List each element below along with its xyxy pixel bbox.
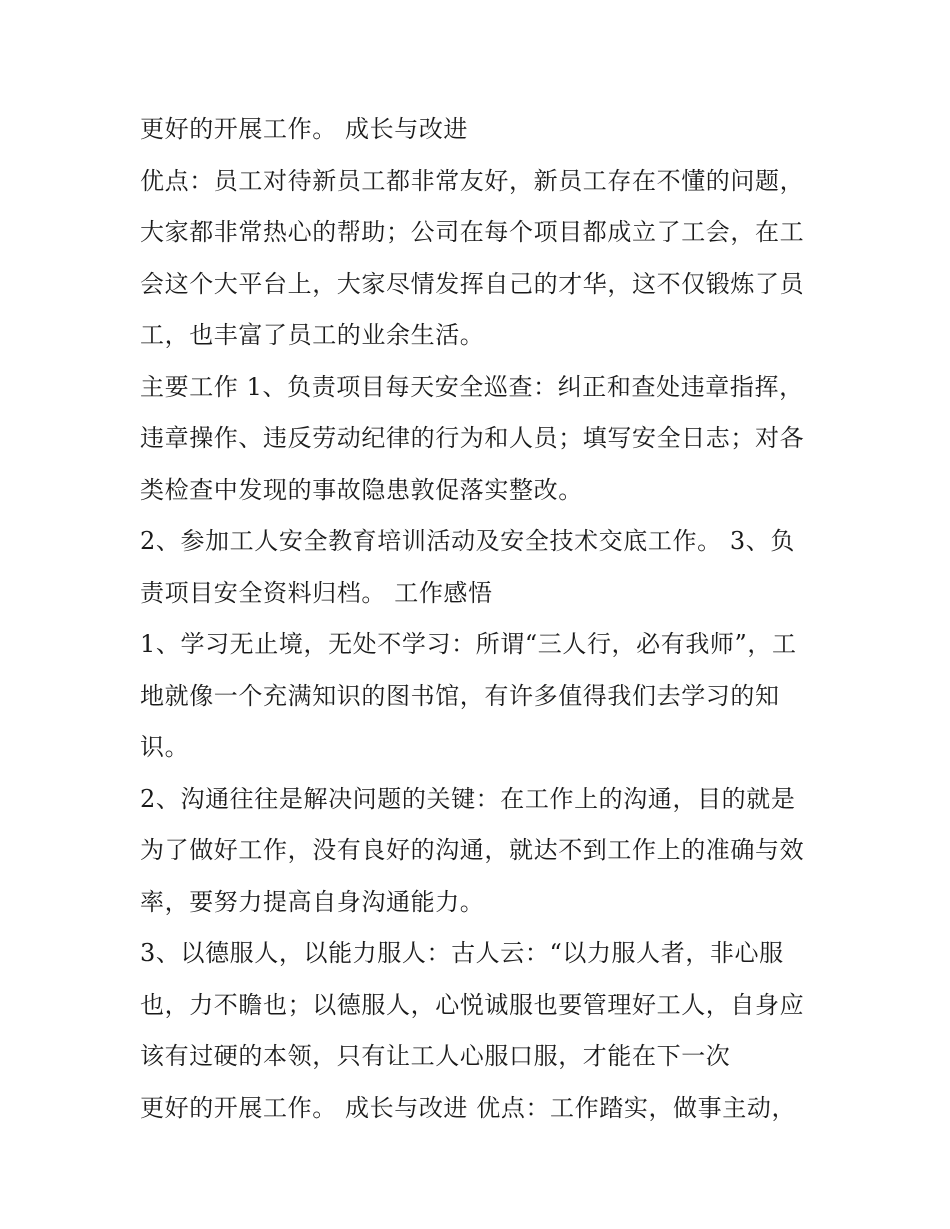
text-line: 大家都非常热心的帮助；公司在每个项目都成立了工会，在工 [140, 218, 805, 246]
text-line: 责项目安全资料归档。 工作感悟 [140, 578, 493, 607]
text-line: 更好的开展工作。 成长与改进 [140, 115, 469, 143]
text-line: 会这个大平台上，大家尽情发挥自己的才华，这不仅锻炼了员 [140, 269, 805, 298]
text-line: 1、学习无止境，无处不学习：所谓“三人行，必有我师”，工 [140, 630, 797, 658]
text-line: 为了做好工作，没有良好的沟通，就达不到工作上的准确与效 [140, 836, 805, 864]
document-body [140, 104, 830, 1134]
text-line: 该有过硬的本领，只有让工人心服口服，才能在下一次 [140, 1042, 731, 1070]
text-line: 2、沟通往往是解决问题的关键：在工作上的沟通，目的就是 [140, 784, 796, 813]
text-line: 地就像一个充满知识的图书馆，有许多值得我们去学习的知 [140, 681, 780, 710]
text-line: 3、以德服人，以能力服人：古人云：“以力服人者，非心服 [140, 939, 784, 967]
text-line: 违章操作、违反劳动纪律的行为和人员；填写安全日志；对各 [140, 424, 805, 452]
text-line: 优点：员工对待新员工都非常友好，新员工存在不懂的问题， [140, 166, 805, 195]
text-line: 识。 [140, 733, 190, 761]
text-line: 率，要努力提高自身沟通能力。 [140, 887, 485, 916]
text-line: 也，力不瞻也；以德服人，心悦诚服也要管理好工人，自身应 [140, 990, 805, 1019]
text-line: 2、参加工人安全教育培训活动及安全技术交底工作。 3、负 [140, 527, 795, 555]
text-line: 工，也丰富了员工的业余生活。 [140, 321, 485, 349]
text-line: 更好的开展工作。 成长与改进 优点：工作踏实，做事主动， [140, 1093, 797, 1122]
text-line: 主要工作 1、负责项目每天安全巡查：纠正和查处违章指挥， [140, 372, 804, 401]
text-line: 类检查中发现的事故隐患敦促落实整改。 [140, 475, 583, 504]
